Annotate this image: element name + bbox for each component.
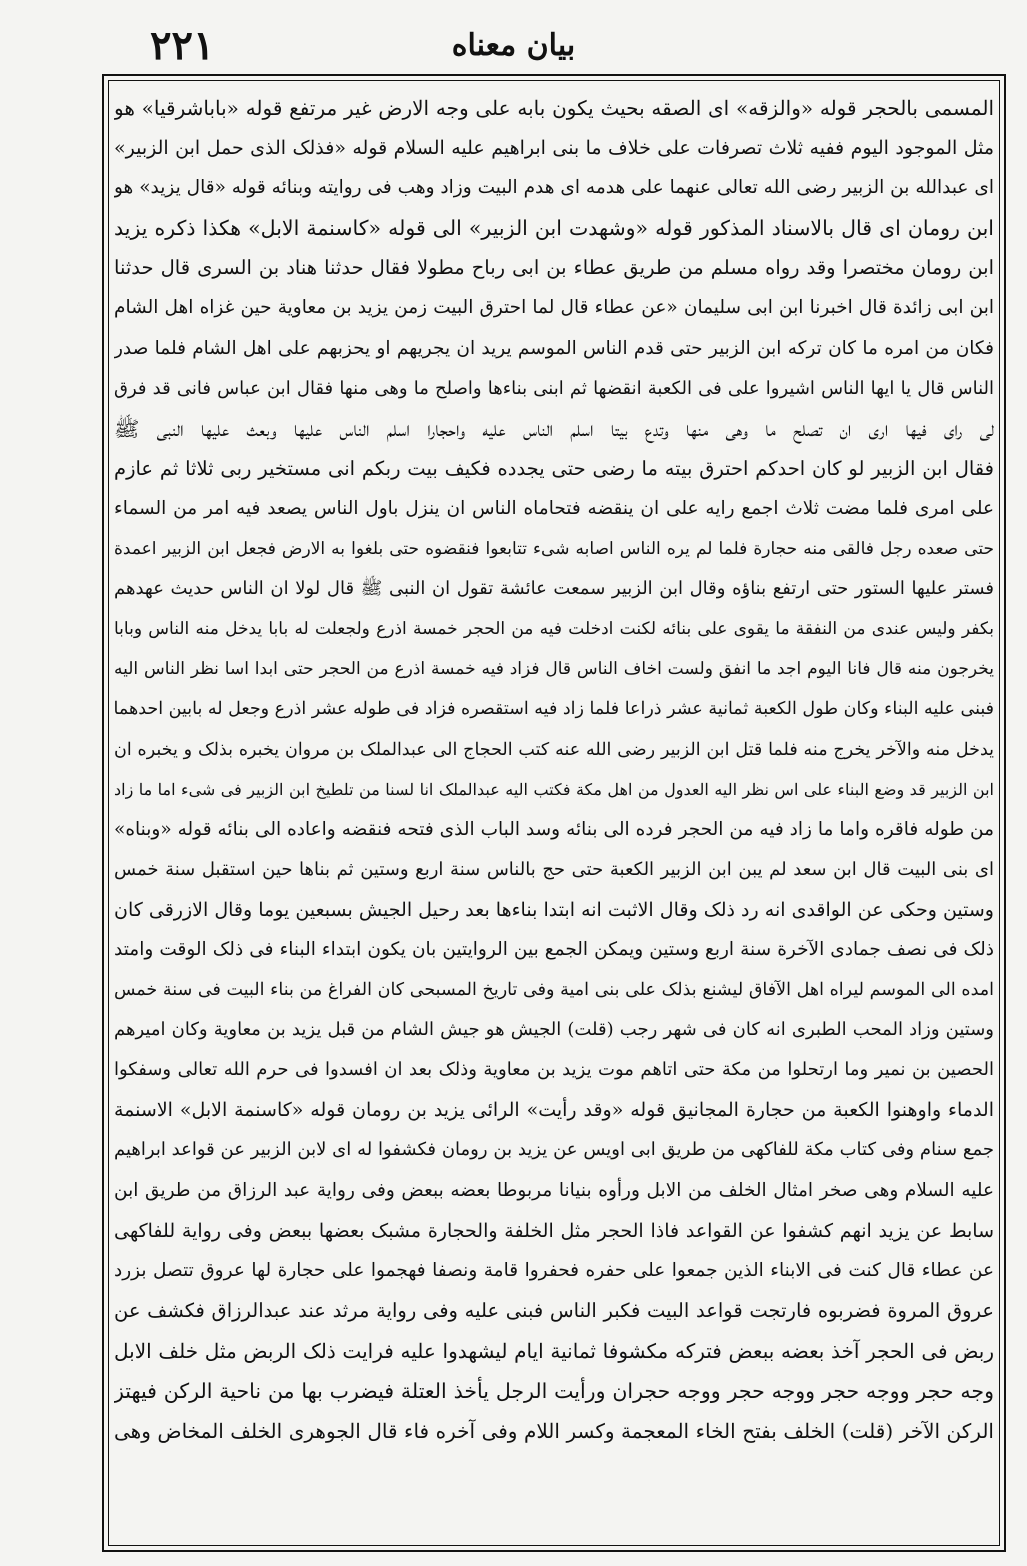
text-line: وستین وزاد المحب الطبری انه کان فی شهر رجب (قلت) الجیش هو جیش الشام من قبل یزید بن معاویة وکان امیرهم — [114, 1019, 994, 1041]
text-line: یدخل منه والآخر یخرج منه فلما قتل ابن الزبیر رضی الله عنه کتب الحجاج الی عبدالملک بن مروان یخبره بذلک و یخبره ان — [114, 739, 994, 760]
text-line: فستر علیها الستور حتی ارتفع بناؤه وقال ابن الزبیر سمعت عائشة تقول ان النبی ﷺ قال لولا ان الناس حدیث عهدهم — [114, 578, 994, 600]
text-line: ربض فی الحجر آخذ بعضه ببعض فترکه مکشوفا ثمانیة ایام لیشهدوا علیه فرایت ذلک الربض مثل خلف الابل — [114, 1338, 994, 1363]
text-line: الحصین بن نمیر وما ارتحلوا من مکة حتی اتاهم موت یزید بن معاویة وذلک بعد ان افسدوا فی حرم الله تعالی وسفکوا — [114, 1059, 994, 1081]
text-line: فبنی علیه البناء وکان طول الکعبة ثمانیة عشر ذراعا فلما زاد فیه استقصره فزاد فی طوله عشر اذرع وجعل له بابین احدهما — [114, 699, 994, 720]
text-line: فکان من امره ما کان ترکه ابن الزبیر حتی قدم الناس الموسم یرید ان یجریهم او یحزبهم علی اهل الشام فلما صدر — [114, 337, 994, 359]
text-line: علیه السلام وهی صخر امثال الخلف من الابل ورأوه بنیانا مربوطا بعضه ببعض وفی روایة عبد الرزاق من طریق ابن — [114, 1179, 994, 1201]
text-line: الناس قال یا ایها الناس اشیروا علی فی الکعبة انقضها ثم ابنی بناءها واصلح ما وهی منها فقال ابن عباس فانی قد فرق — [114, 377, 994, 399]
text-line: ابن ابی زائدة قال اخبرنا ابن ابی سلیمان «عن عطاء قال لما احترق البیت زمن یزید بن معاویة حین غزاه اهل الشام — [114, 297, 994, 319]
text-line: الرکن الآخر (قلت) الخلف بفتح الخاء المعجمة وکسر اللام وفی آخره فاء قال الجوهری الخلف المخاض وهی — [114, 1419, 994, 1444]
text-line: امده الی الموسم لیراه اهل الآفاق لیشنع بذلک علی بنی امیة وفی تاریخ المسبحی کان الفراغ من بناء البیت فی سنة خمس — [114, 980, 994, 1001]
text-line: ابن رومان ای قال بالاسناد المذکور قوله «وشهدت ابن الزبیر» الی قوله «کاسنمة الابل» هکذا ذکره یزید — [114, 216, 994, 241]
text-line: علی امری فلما مضت ثلاث اجمع رایه علی ان ینقضه فتحاماه الناس ان ینزل باول الناس یصعد فیه امر من السماء — [114, 497, 994, 519]
text-line: الدماء واوهنوا الکعبة من حجارة المجانیق قوله «وقد رأیت» الرائی یزید بن رومان قوله «کاسنمة الابل» الاسنمة — [114, 1099, 994, 1122]
text-line: المسمى بالحجر قوله «والزقه» ای الصقه بحیث یکون بابه علی وجه الارض غیر مرتفع قوله «باباشرقیا» هو — [114, 96, 994, 120]
text-line: ای عبدالله بن الزبیر رضی الله تعالی عنهما علی هدمه ای هدم البیت وزاد وهب فی روایته وبنائه قوله «قال یزید» هو — [114, 177, 994, 199]
running-title: بیان معناه — [451, 28, 576, 63]
text-line: مثل الموجود الیوم ففیه ثلاث تصرفات علی خلاف ما بنی ابراهیم علیه السلام قوله «فذلک الذی حمل ابن الزبیر» — [114, 137, 994, 160]
text-line: جمع سنام وفی کتاب مکة للفاکهی من طریق ابی اویس عن یزید بن رومان فکشفوا له ای لابن الزبیر عن قواعد ابراهیم — [114, 1139, 994, 1161]
text-line: وجه حجر ووجه حجر ووجه حجر ووجه حجران ورأیت الرجل یأخذ العتلة فیضرب بها من ناحیة الرکن فیهتز — [114, 1379, 994, 1403]
text-line: عروق المروة فضربوه فارتجت قواعد البیت فکبر الناس فبنی علیه وفی روایة مرثد عند عبدالرزاق فکشف عن — [114, 1298, 994, 1322]
text-line: حتی صعده رجل فالقی منه حجارة فلما لم یره الناس اصابه شیء تتابعوا فنقضوه حتی بلغوا به الارض فجعل ابن الزبیر اعمدة — [114, 539, 994, 560]
text-line: یخرجون منه قال فانا الیوم اجد ما انفق ولست اخاف الناس قال فزاد فیه خمسة اذرع من الحجر حتی ابدا اسا نظر الناس الیه — [114, 659, 994, 680]
text-line: وستین وحکی عن الواقدی انه رد ذلک وقال الاثبت انه ابتدا بناءها بعد رحیل الجیش بسبعین یوما وقال الازرقی کان — [114, 898, 994, 921]
text-line: من طوله فاقره واما ما زاد فیه من الحجر فرده الی بنائه وسد الباب الذی فتحه فنقضه واعاده الی بنائه قوله «وبناه» — [114, 818, 994, 840]
text-line: فقال ابن الزبیر لو کان احدکم احترق بیته ما رضی حتی یجدده فکیف بیت ربکم انی مستخیر ربی ثلاثا ثم عازم — [114, 456, 994, 480]
text-line: بکفر ولیس عندی من النفقة ما یقوی علی بنائه لکنت ادخلت فیه من الحجر خمسة اذرع ولجعلت له بابا یدخل منه الناس وبابا — [114, 619, 994, 640]
text-line: ابن الزبیر قد وضع البناء علی اس نظر الیه العدول من اهل مکة فکتب الیه عبدالملک انا لسنا من تلطیخ ابن الزبیر فی شیء اما ما زاد — [114, 779, 994, 799]
page-header — [0, 0, 1027, 78]
page-number: ٢٢١ — [150, 22, 215, 69]
text-line: سابط عن یزید انهم کشفوا عن القواعد فاذا الحجر مثل الخلفة والحجارة مشبک بعضها ببعض وفی روایة للفاکهی — [114, 1219, 994, 1242]
text-line: ذلک فی نصف جمادی الآخرة سنة اربع وستین ویمکن الجمع بین الروایتین بان یکون ابتداء البناء فی ذلک الوقت وامتد — [114, 938, 994, 960]
text-block — [114, 88, 994, 1540]
text-line: عن عطاء قال کنت فی الابناء الذین جمعوا علی حفره فحفروا قامة ونصفا فهجموا علی حجارة لها عروق تتصل بزرد — [114, 1259, 994, 1281]
text-line: ابن رومان مختصرا وقد رواه مسلم من طریق عطاء بن ابی رباح مطولا فقال حدثنا هناد بن السری قال حدثنا — [114, 256, 994, 280]
text-line: لی رای فیها اری ان تصلح ما وهی منها وتدع بیتا اسلم الناس علیه واحجارا اسلم الناس علیها وبعث علیها النبی ﷺ — [114, 416, 994, 441]
text-line: ای بنی البیت قال ابن سعد لم یبن ابن الزبیر الکعبة حتی حج بالناس سنة اربع وستین ثم بناها حین استقبل سنة خمس — [114, 858, 994, 880]
